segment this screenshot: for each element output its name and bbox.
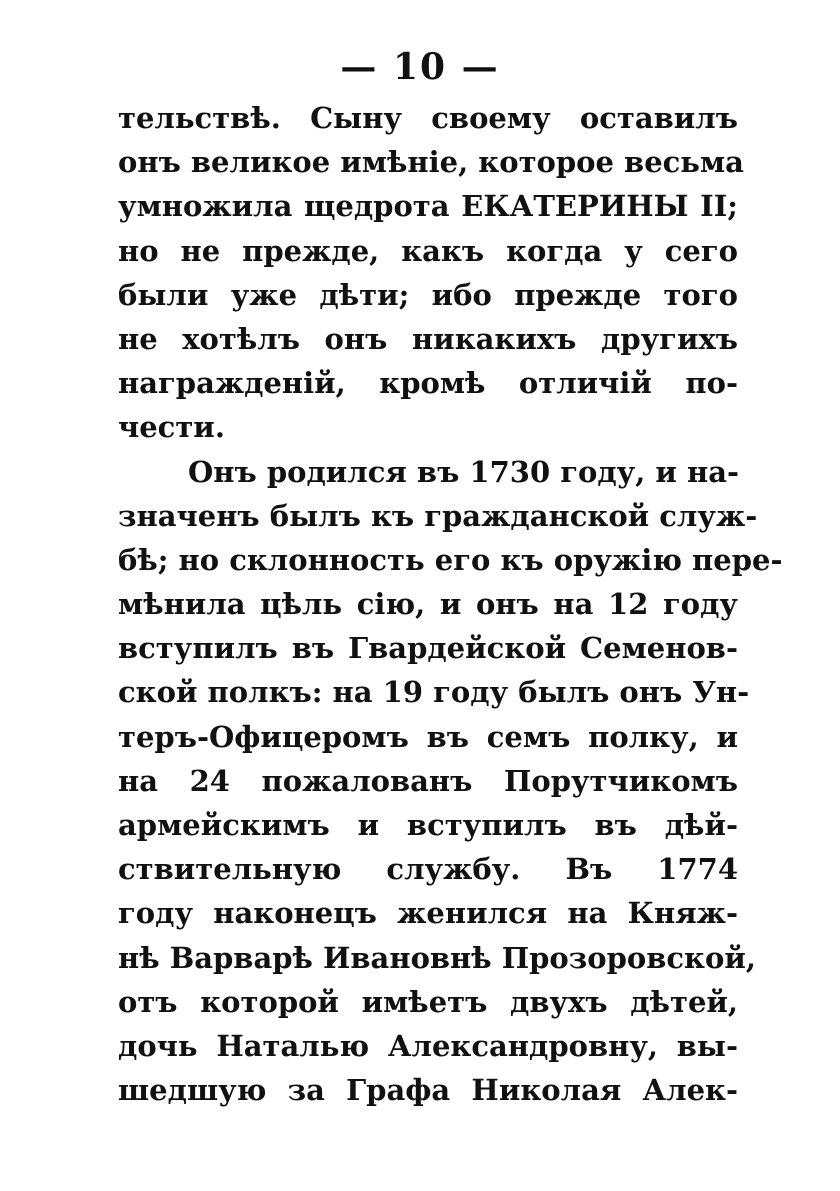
text-line: шедшую за Графа Николая Алек-	[118, 1073, 738, 1108]
text-line: ствительную службу. Въ 1774	[118, 852, 738, 887]
text-line: году наконецъ женился на Княж-	[118, 896, 738, 931]
page-number: — 10 —	[340, 46, 500, 88]
text-line: были уже дѣти; ибо прежде того	[118, 277, 738, 312]
text-line: вступилъ въ Гвардейской Семенов-	[118, 631, 738, 666]
text-line: но не прежде, какъ когда у сего	[118, 233, 738, 268]
text-line: на 24 пожалованъ Порутчикомъ	[118, 763, 738, 798]
text-line: мѣнила цѣль сію, и онъ на 12 году	[118, 587, 738, 622]
text-line: значенъ былъ къ гражданской служ-	[118, 498, 758, 533]
text-line: ской полкъ: на 19 году былъ онъ Ун-	[118, 675, 750, 710]
text-line: чести.	[118, 410, 225, 445]
text-line: дочь Наталью Александровну, вы-	[118, 1028, 738, 1063]
body-text	[118, 96, 783, 1112]
text-line: умножила щедрота ЕКАТЕРИНЫ II;	[118, 189, 738, 224]
text-line: не хотѣлъ онъ никакихъ другихъ	[118, 321, 738, 356]
text-line: бѣ; но склонность его къ оружію пере-	[118, 542, 783, 577]
text-line: тельствѣ. Сыну своему оставилъ	[118, 101, 738, 135]
text-line: нѣ Варварѣ Ивановнѣ Прозоровской,	[118, 940, 756, 975]
text-line: армейскимъ и вступилъ въ дѣй-	[118, 808, 738, 842]
text-line: Онъ родился въ 1730 году, и на-	[188, 454, 740, 489]
text-line: онъ великое имѣніе, которое весьма	[118, 145, 744, 180]
text-line: теръ-Офицеромъ въ семъ полку, и	[118, 719, 738, 754]
text-line: отъ которой имѣетъ двухъ дѣтей,	[118, 984, 738, 1019]
text-line: награжденій, кромѣ отличій по-	[118, 366, 738, 401]
